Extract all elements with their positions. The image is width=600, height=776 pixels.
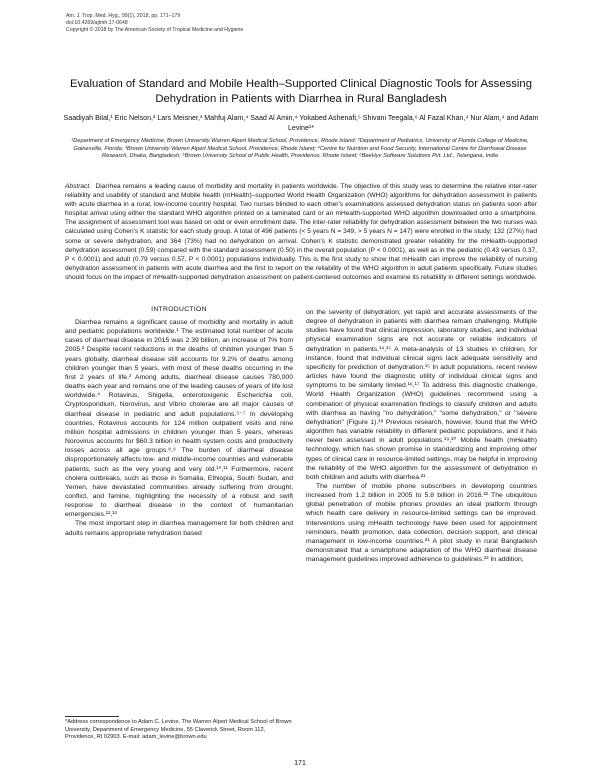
author-list: Saadiyah Bilal,¹ Eric Nelson,² Lars Meisner,³ Mahfuj Alam,⁴ Saad Al Amin,⁴ Yokabed Ashenafi,⁵ Shivani Teegala,⁶ Al Fazal Khan,⁴ Nur Alam,⁴ and Adam Levine¹* xyxy=(63,114,539,132)
paragraph: Diarrhea remains a significant cause of morbidity and mortality in adult and pediatric populations worldwide.¹ The estimated total number of acute cases of diarrheal disease in 2015 was 2.39 billion, an increase of 7% from 2005.² Despite recent reductions in the deaths of children younger than 5 years globally, diarrheal disease still accounts for 9.2% of deaths among children younger than 5 years, with most of these deaths occurring in the first 2 years of life.³ Among adults, diarrheal disease causes 780,000 deaths each year and remains one of the leading causes of years of life lost worldwide.⁴ Rotavirus, Shigella, enterotoxigenic Escherichia coli, Cryptosporidium, Norovirus, and Vibrio cholerae are all major causes of diarrheal disease in pediatric and adult populations.⁵⁻⁷ In developing countries, Rotavirus accounts for 124 million outpatient visits and nine million hospital admissions in children younger than 5 years, whereas Norovirus accounts for $60.3 billion in health system costs and productivity losses across all age groups.⁸,⁹ The burden of diarrheal disease disproportionately affects low- and middle-income countries and vulnerable patients, such as the very young and very old.¹⁰,¹¹ Furthermore, recent cholera outbreaks, such as those in Somalia, Ethiopia, South Sudan, and Yemen, have devastated communities already suffering from drought, conflict, and famine, highlighting the necessity of a robust and swift response to diarrheal disease in the context of humanitarian emergencies.¹²,¹³ xyxy=(65,319,293,519)
copyright-line: Copyright © 2018 by The American Society of Tropical Medicine and Hygiene xyxy=(66,27,244,33)
paragraph: The number of mobile phone subscribers in developing countries increased from 1.2 billion in 2005 to 5.8 billion in 2016.²² The ubiquitous global penetration of mobile phones provides an ideal platform through which health care delivery in resource-limited settings can be improved. Interventions using mHealth technology have been used for appointment reminders, health promotion, data collection, decision support, and clinical management in low-income countries.²¹ A pilot study in rural Bangladesh demonstrated that a smartphone adaptation of the WHO diarrheal disease management guidelines improved adherence to guidelines.²³ In addition, xyxy=(306,482,537,564)
abstract-text: Diarrhea remains a leading cause of morbidity and mortality in patients worldwide. The objective of this study was to determine the relative inter-rater reliability and usability of standard and Mobile health (mHealth)–supported World Health Organization (WHO) algorithms for dehydration assessment in patients with acute diarrhea in a rural, low-income country hospital. Two nurses blinded to each other's examinations assessed dehydration status on patients soon after hospital arrival using either the standard WHO algorithm printed on a laminated card or an mHealth-supported WHO algorithm downloaded onto a smartphone. The assignment of assessment tool was based on odd or even enrollment date. The inter-rater reliability for dehydration assessment between the two nurses was calculated using Cohen's K statistic for each study group. A total of 496 patients (< 5 years N = 349, > 5 years N = 147) were enrolled in the study; 132 (27%) had some or severe dehydration, and 364 (73%) had no dehydration on arrival. Cohen's K statistic demonstrated greater reliability for the mHealth-supported dehydration assessment (0.59) compared with the standard assessment (0.50) in the overall population (P < 0.0001), as well as in the pediatric (0.43 versus 0.37, P < 0.0001) and adult (0.79 versus 0.57, P < 0.0001) populations individually. This is the first study to show that mHealth can improve the reliability of nursing dehydration assessment in patients with acute diarrhea and the first to report on the reliability of the WHO algorithm in adult patients specifically. Future studies should focus on the impact of mHealth-supported dehydration assessment on patient-centered outcomes and examine its reliability in different settings worldwide. xyxy=(65,183,537,281)
citation-line: Am. J. Trop. Med. Hyg., 99(1), 2018, pp. 171–179 xyxy=(66,13,181,19)
article-title: Evaluation of Standard and Mobile Health–Supported Clinical Diagnostic Tools for Assessing Dehydration in Patients with Diarrhea in Rural Bangladesh xyxy=(70,78,532,105)
abstract xyxy=(65,182,537,282)
footnote-divider xyxy=(65,716,119,717)
journal-header xyxy=(66,13,243,34)
paragraph: on the severity of dehydration; yet rapid and accurate assessments of the degree of dehydration in patients with diarrhea remain challenging. Multiple studies have found that clinical impression, laboratory studies, and individual physical examination signs are not accurate or reliable indicators of dehydration in patients.¹⁴,¹⁵ A meta-analysis of 13 studies in children, for instance, found that individual clinical signs lack adequate sensitivity and specificity for prediction of dehydration.¹⁵ In adult populations, recent review articles have found the diagnostic utility of individual clinical signs and symptoms to be similarly limited.¹⁶,¹⁷ To address this diagnostic challenge, World Health Organization (WHO) guidelines recommend using a combination of physical examination findings to classify children and adults with diarrhea as having "no dehydration," "some dehydration," or "severe dehydration" (Figure 1).¹⁸ Previous research, however, found that the WHO algorithm has variable reliability in different pediatric populations, and it has never been assessed in adult populations.¹⁹,²⁰ Mobile health (mHealth) technology, which has shown promise in standardizing and improving other types of clinical care in resource-limited settings, may be helpful in improving the reliability of the WHO algorithm for the assessment of dehydration in both children and adults with diarrhea.²¹ xyxy=(306,309,537,481)
right-column xyxy=(306,308,537,564)
section-heading-introduction: INTRODUCTION xyxy=(151,306,207,313)
page-number: 171 xyxy=(294,760,306,767)
doi-line: doi:10.4269/ajtmh.17-0648 xyxy=(66,20,128,26)
left-column xyxy=(65,318,293,538)
abstract-label: Abstract. xyxy=(65,183,92,190)
paragraph: The most important step in diarrhea management for both children and adults remains appropriate rehydration based xyxy=(65,520,293,537)
author-affiliations: ¹Department of Emergency Medicine, Brown University Warren Alpert Medical School, Providence, Rhode Island; ²Department of Pediatrics, University of Florida College of Medicine, Gainesville, Florida; ³Brown University Warren Alpert Medical School, Providence, Rhode Island; ⁴Centre for Nutrition and Food Security, International Centre for Diarrhoeal Disease Research, Dhaka, Bangladesh; ⁵Brown University School of Public Health, Providence, Rhode Island; ⁶BeeHyv Software Solutions Pvt. Ltd., Telangana, India xyxy=(71,138,529,160)
correspondence-footnote: *Address correspondence to Adam C. Levine, The Warren Alpert Medical School of Brown University, Department of Emergency Medicine, 55 Claverick Street, Room 112, Providence, RI 02903. E-mail: adam_levine@brown.edu xyxy=(65,719,292,740)
